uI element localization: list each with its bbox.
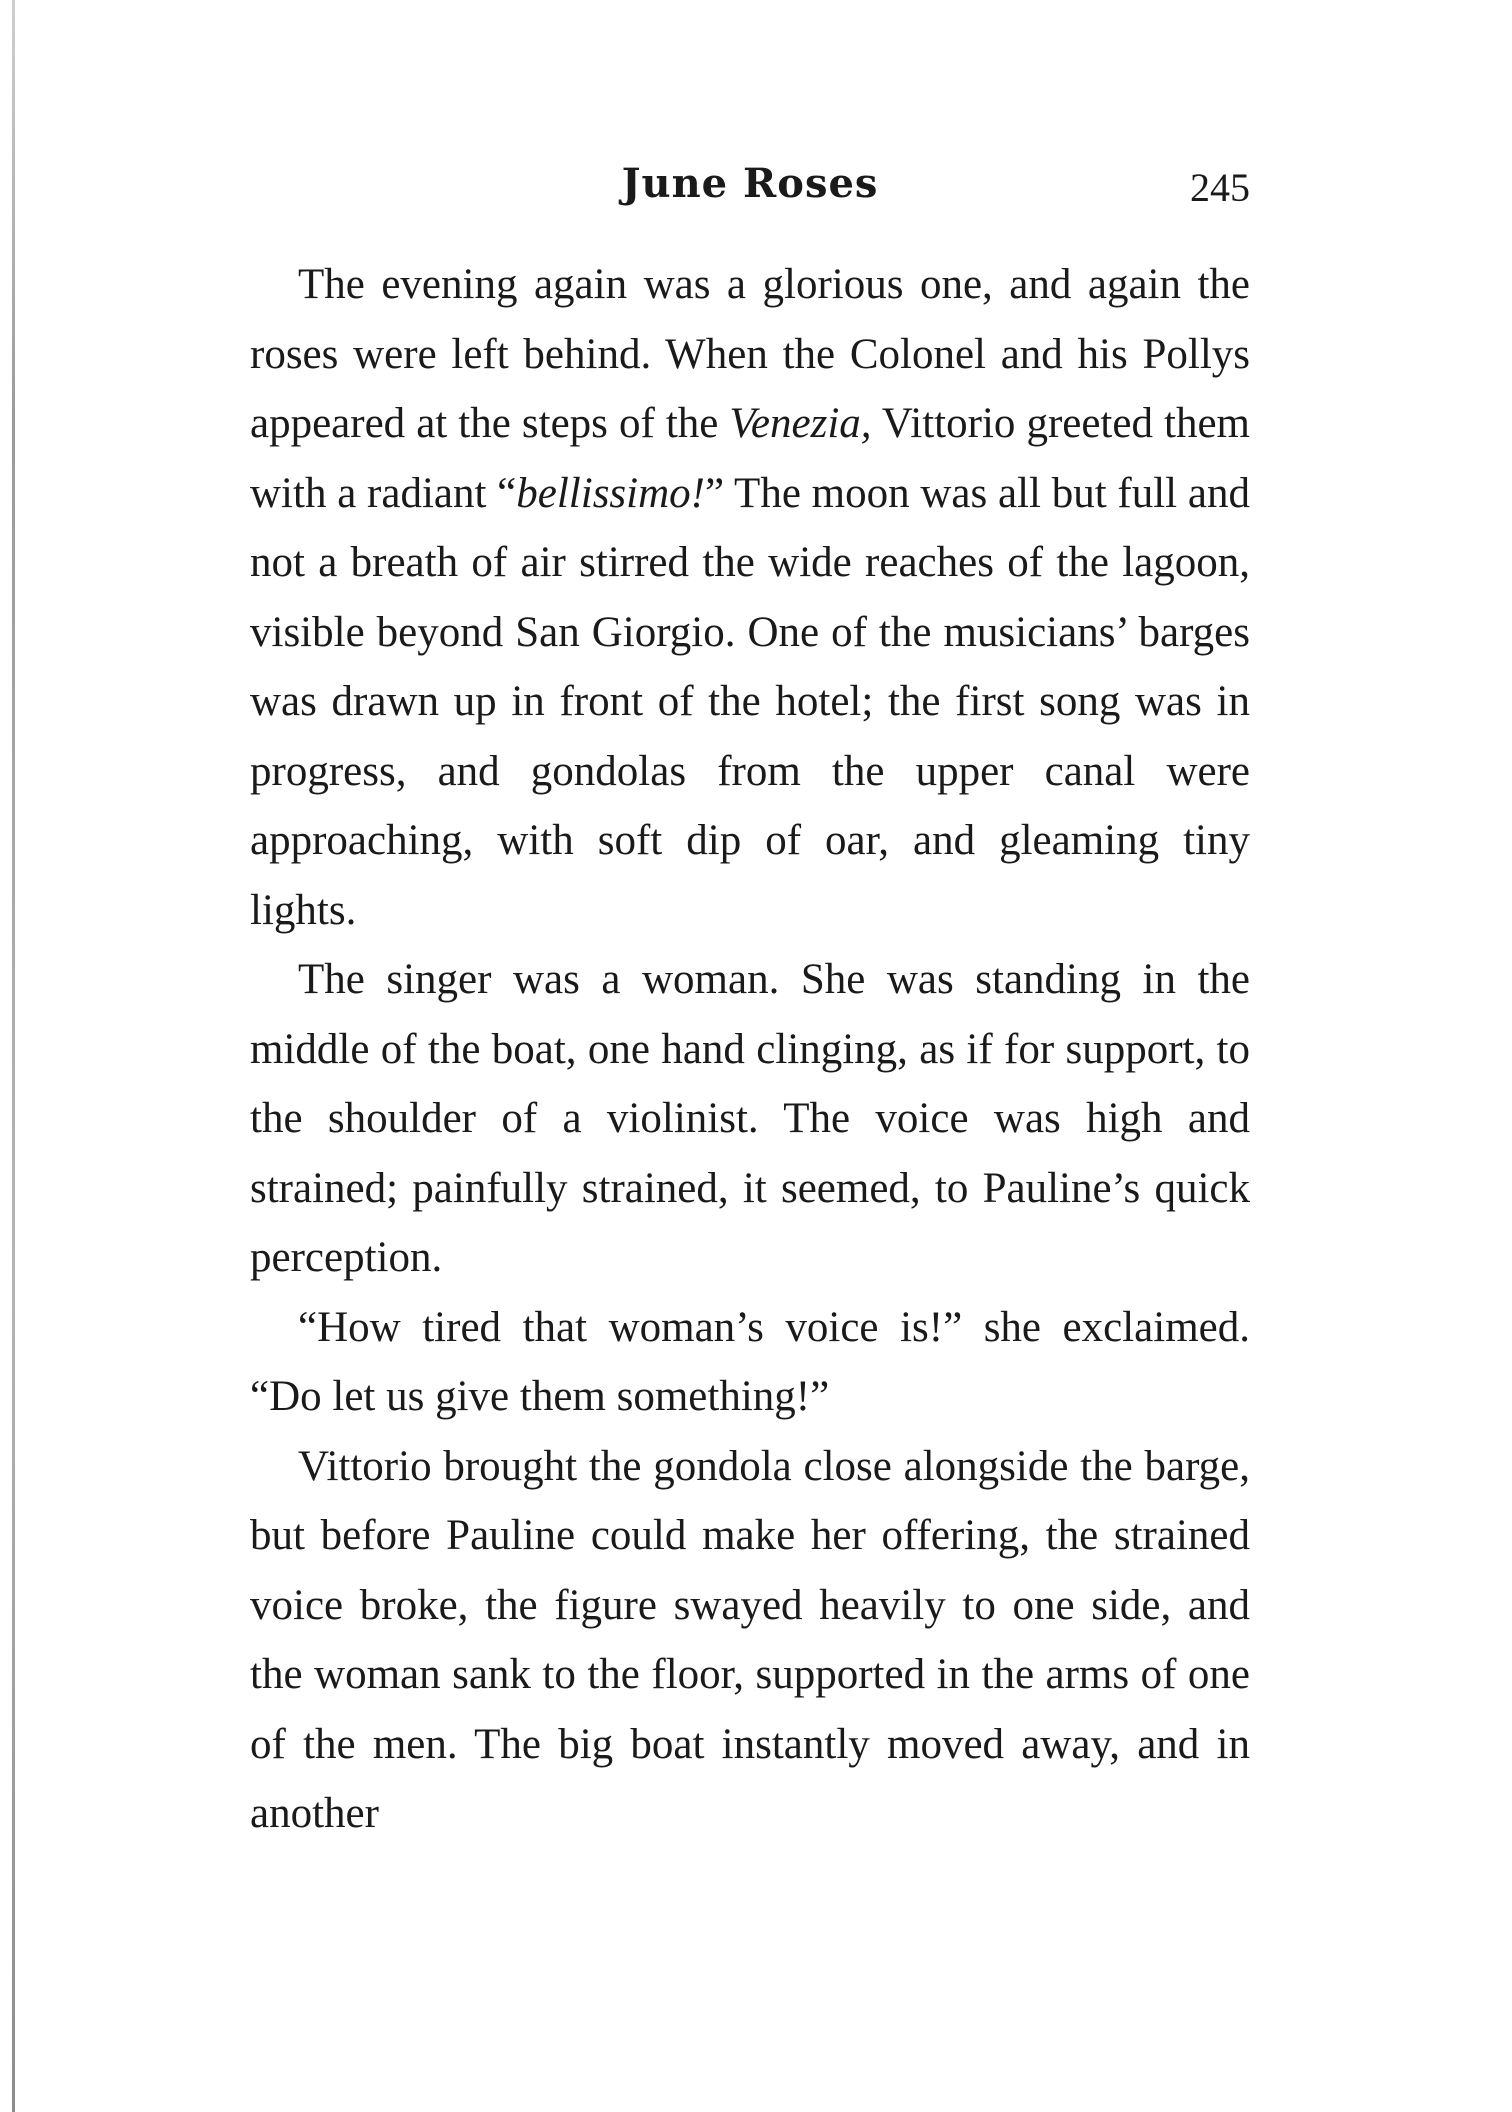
ship-name-venezia: Venezia, xyxy=(729,400,872,447)
paragraph-1-text-b: Vittorio greeted them with a radiant “ xyxy=(250,400,1250,517)
paragraph-3: “How tired that woman’s voice is!” she exclaimed. “Do let us give them something!” xyxy=(250,1303,1250,1420)
paragraph-1 xyxy=(250,250,1250,945)
page-header xyxy=(250,152,1250,222)
page-number: 245 xyxy=(1190,165,1250,210)
binding-edge xyxy=(12,0,15,2112)
paragraph-1-text-c: ” The moon was all but full and not a breath of air stirred the wide reaches of the lagoon, visible beyond San Giorgio. One of the musicians’ barges was drawn up in front of the hotel; the first song was in progress, and gondolas from the upper canal were approaching, with soft dip of oar, and gleaming tiny lights. xyxy=(250,469,1250,934)
word-bellissimo: bellissimo! xyxy=(516,469,705,517)
paragraph-1-text-a: The evening again was a glorious one, and again the roses were left behind. When the Colonel and his Pollys appeared at the steps of the xyxy=(250,261,1250,447)
body-text xyxy=(250,250,1250,1849)
paragraph-2: The singer was a woman. She was standing in the middle of the boat, one hand clinging, as if for support, to the shoulder of a violinist. The voice was high and strained; painfully strained, it seemed, to Pauline’s quick perception. xyxy=(250,956,1250,1281)
paragraph-4: Vittorio brought the gondola close alongside the barge, but before Pauline could make her offering, the strained voice broke, the figure swayed heavily to one side, and the woman sank to the floor, supported in the arms of one of the men. The big boat instantly moved away, and in another xyxy=(250,1442,1250,1837)
running-title: June Roses xyxy=(621,160,879,207)
